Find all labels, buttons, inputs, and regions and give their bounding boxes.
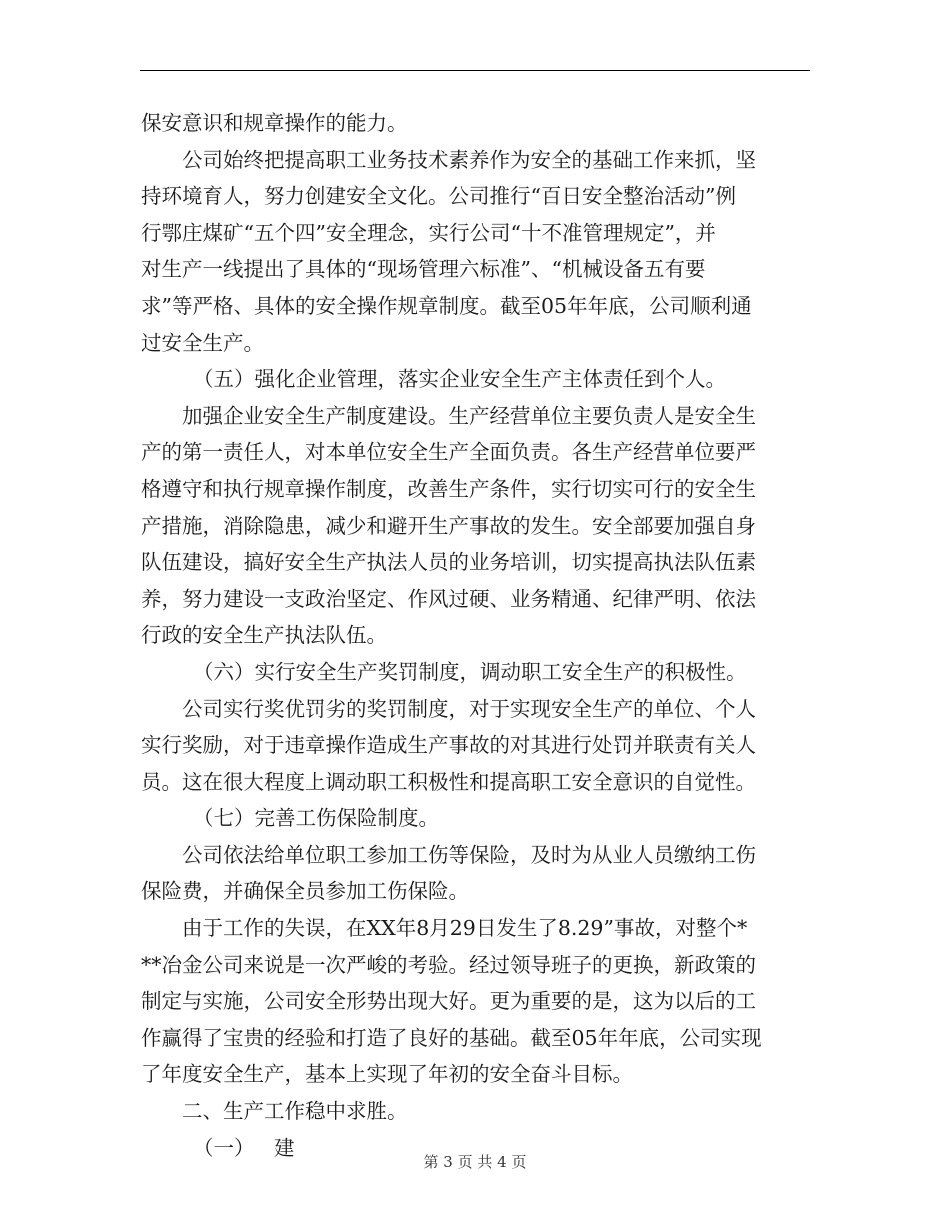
body-line: 加强企业安全生产制度建设。生产经营单位主要负责人是安全生 xyxy=(182,403,756,428)
body-line: 持环境育人，努力创建安全文化。公司推行“百日安全整治活动”例 xyxy=(141,184,736,209)
page-footer xyxy=(0,1152,950,1172)
body-line: 产措施，消除隐患，减少和避开生产事故的发生。安全部要加强自身 xyxy=(141,513,756,538)
body-line: 行鄂庄煤矿“五个四”安全理念，实行公司“十不准管理规定”，并 xyxy=(141,220,716,245)
body-line: **冶金公司来说是一次严峻的考验。经过领导班子的更换，新政策的 xyxy=(141,952,756,977)
body-line: 保险费，并确保全员参加工伤保险。 xyxy=(141,879,469,904)
body-line: 求”等严格、具体的安全操作规章制度。截至05年年底，公司顺利通 xyxy=(141,293,752,318)
section-heading: （六）实行安全生产奖罚制度，调动职工安全生产的积极性。 xyxy=(193,659,747,684)
section-heading: （一） 建 xyxy=(193,1135,295,1160)
body-line: 对生产一线提出了具体的“现场管理六标准”、“机械设备五有要 xyxy=(141,257,706,282)
body-line: 队伍建设，搞好安全生产执法人员的业务培训，切实提高执法队伍素 xyxy=(141,550,756,575)
section-heading: （五）强化企业管理，落实企业安全生产主体责任到个人。 xyxy=(193,367,726,392)
body-line: 产的第一责任人，对本单位安全生产全面负责。各生产经营单位要严 xyxy=(141,440,756,465)
page-number: 第 3 页 共 4 页 xyxy=(423,1153,527,1171)
body-line: 实行奖励，对于违章操作造成生产事故的对其进行处罚并联责有关人 xyxy=(141,733,756,758)
body-line: 过安全生产。 xyxy=(141,330,264,355)
body-line: 作赢得了宝贵的经验和打造了良好的基础。截至05年年底，公司实现 xyxy=(141,1025,762,1050)
document-body xyxy=(141,105,811,1166)
body-line: 格遵守和执行规章操作制度，改善生产条件，实行切实可行的安全生 xyxy=(141,476,756,501)
section-heading: 二、生产工作稳中求胜。 xyxy=(182,1099,408,1124)
body-line: 保安意识和规章操作的能力。 xyxy=(141,111,408,135)
body-line: 公司实行奖优罚劣的奖罚制度，对于实现安全生产的单位、个人 xyxy=(182,696,756,721)
body-line: 公司始终把提高职工业务技术素养作为安全的基础工作来抓，坚 xyxy=(182,147,756,172)
header-rule xyxy=(140,70,810,71)
body-line: 养，努力建设一支政治坚定、作风过硬、业务精通、纪律严明、依法 xyxy=(141,586,756,611)
body-line: 由于工作的失误，在XX年8月29日发生了8.29”事故，对整个* xyxy=(182,916,748,941)
body-line: 制定与实施，公司安全形势出现大好。更为重要的是，这为以后的工 xyxy=(141,989,756,1014)
body-line: 员。这在很大程度上调动职工积极性和提高职工安全意识的自觉性。 xyxy=(141,769,756,794)
body-line: 了年度安全生产，基本上实现了年初的安全奋斗目标。 xyxy=(141,1062,633,1087)
body-line: 行政的安全生产执法队伍。 xyxy=(141,623,387,648)
body-line: 公司依法给单位职工参加工伤等保险，及时为从业人员缴纳工伤 xyxy=(182,842,756,867)
section-heading: （七）完善工伤保险制度。 xyxy=(193,806,439,831)
